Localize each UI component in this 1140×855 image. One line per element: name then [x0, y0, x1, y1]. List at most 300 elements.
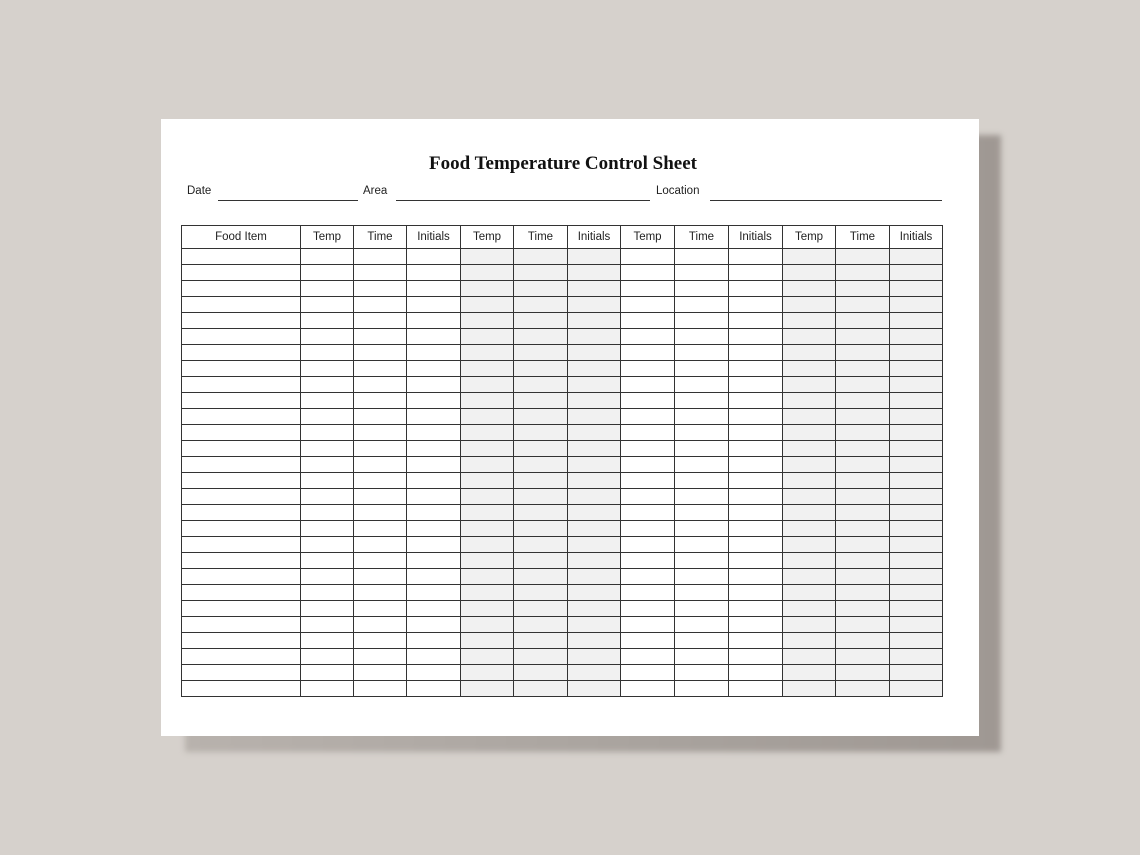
- entry-cell[interactable]: [890, 633, 943, 649]
- entry-cell[interactable]: [675, 569, 729, 585]
- entry-cell[interactable]: [461, 585, 514, 601]
- entry-cell[interactable]: [514, 457, 568, 473]
- entry-cell[interactable]: [675, 313, 729, 329]
- entry-cell[interactable]: [836, 297, 890, 313]
- entry-cell[interactable]: [301, 441, 354, 457]
- entry-cell[interactable]: [621, 537, 675, 553]
- entry-cell[interactable]: [621, 249, 675, 265]
- food-item-cell[interactable]: [182, 265, 301, 281]
- entry-cell[interactable]: [675, 665, 729, 681]
- entry-cell[interactable]: [890, 329, 943, 345]
- entry-cell[interactable]: [354, 489, 407, 505]
- entry-cell[interactable]: [568, 249, 621, 265]
- food-item-cell[interactable]: [182, 681, 301, 697]
- food-item-cell[interactable]: [182, 329, 301, 345]
- entry-cell[interactable]: [568, 265, 621, 281]
- entry-cell[interactable]: [783, 633, 836, 649]
- entry-cell[interactable]: [675, 441, 729, 457]
- entry-cell[interactable]: [461, 313, 514, 329]
- entry-cell[interactable]: [890, 681, 943, 697]
- entry-cell[interactable]: [407, 585, 461, 601]
- entry-cell[interactable]: [783, 473, 836, 489]
- food-item-cell[interactable]: [182, 665, 301, 681]
- entry-cell[interactable]: [890, 569, 943, 585]
- entry-cell[interactable]: [568, 537, 621, 553]
- entry-cell[interactable]: [675, 633, 729, 649]
- entry-cell[interactable]: [621, 265, 675, 281]
- entry-cell[interactable]: [461, 521, 514, 537]
- entry-cell[interactable]: [836, 313, 890, 329]
- entry-cell[interactable]: [514, 601, 568, 617]
- entry-cell[interactable]: [783, 505, 836, 521]
- entry-cell[interactable]: [621, 585, 675, 601]
- entry-cell[interactable]: [729, 601, 783, 617]
- entry-cell[interactable]: [621, 553, 675, 569]
- food-item-cell[interactable]: [182, 521, 301, 537]
- entry-cell[interactable]: [568, 521, 621, 537]
- entry-cell[interactable]: [354, 537, 407, 553]
- entry-cell[interactable]: [568, 553, 621, 569]
- entry-cell[interactable]: [461, 457, 514, 473]
- entry-cell[interactable]: [407, 489, 461, 505]
- entry-cell[interactable]: [461, 297, 514, 313]
- entry-cell[interactable]: [836, 457, 890, 473]
- food-item-cell[interactable]: [182, 553, 301, 569]
- entry-cell[interactable]: [890, 505, 943, 521]
- entry-cell[interactable]: [729, 633, 783, 649]
- entry-cell[interactable]: [621, 649, 675, 665]
- entry-cell[interactable]: [354, 393, 407, 409]
- entry-cell[interactable]: [514, 489, 568, 505]
- entry-cell[interactable]: [461, 441, 514, 457]
- food-item-cell[interactable]: [182, 441, 301, 457]
- entry-cell[interactable]: [621, 281, 675, 297]
- entry-cell[interactable]: [836, 393, 890, 409]
- entry-cell[interactable]: [407, 553, 461, 569]
- entry-cell[interactable]: [836, 409, 890, 425]
- entry-cell[interactable]: [514, 425, 568, 441]
- entry-cell[interactable]: [836, 249, 890, 265]
- entry-cell[interactable]: [354, 329, 407, 345]
- entry-cell[interactable]: [890, 617, 943, 633]
- entry-cell[interactable]: [783, 409, 836, 425]
- entry-cell[interactable]: [407, 313, 461, 329]
- entry-cell[interactable]: [675, 249, 729, 265]
- entry-cell[interactable]: [354, 377, 407, 393]
- entry-cell[interactable]: [783, 617, 836, 633]
- entry-cell[interactable]: [729, 409, 783, 425]
- area-line[interactable]: [396, 200, 650, 201]
- entry-cell[interactable]: [514, 361, 568, 377]
- entry-cell[interactable]: [301, 505, 354, 521]
- entry-cell[interactable]: [836, 345, 890, 361]
- entry-cell[interactable]: [407, 249, 461, 265]
- entry-cell[interactable]: [621, 297, 675, 313]
- entry-cell[interactable]: [568, 441, 621, 457]
- entry-cell[interactable]: [783, 569, 836, 585]
- entry-cell[interactable]: [783, 249, 836, 265]
- entry-cell[interactable]: [301, 297, 354, 313]
- entry-cell[interactable]: [514, 585, 568, 601]
- entry-cell[interactable]: [301, 249, 354, 265]
- entry-cell[interactable]: [675, 473, 729, 489]
- entry-cell[interactable]: [836, 441, 890, 457]
- entry-cell[interactable]: [301, 281, 354, 297]
- entry-cell[interactable]: [783, 681, 836, 697]
- food-item-cell[interactable]: [182, 297, 301, 313]
- entry-cell[interactable]: [461, 601, 514, 617]
- entry-cell[interactable]: [568, 601, 621, 617]
- entry-cell[interactable]: [461, 473, 514, 489]
- entry-cell[interactable]: [783, 489, 836, 505]
- entry-cell[interactable]: [354, 665, 407, 681]
- entry-cell[interactable]: [301, 345, 354, 361]
- entry-cell[interactable]: [461, 265, 514, 281]
- entry-cell[interactable]: [354, 505, 407, 521]
- entry-cell[interactable]: [836, 281, 890, 297]
- entry-cell[interactable]: [354, 249, 407, 265]
- entry-cell[interactable]: [675, 281, 729, 297]
- entry-cell[interactable]: [675, 681, 729, 697]
- entry-cell[interactable]: [568, 569, 621, 585]
- entry-cell[interactable]: [514, 505, 568, 521]
- entry-cell[interactable]: [729, 681, 783, 697]
- entry-cell[interactable]: [783, 281, 836, 297]
- entry-cell[interactable]: [783, 665, 836, 681]
- entry-cell[interactable]: [514, 681, 568, 697]
- entry-cell[interactable]: [836, 505, 890, 521]
- entry-cell[interactable]: [301, 425, 354, 441]
- entry-cell[interactable]: [675, 361, 729, 377]
- entry-cell[interactable]: [514, 537, 568, 553]
- entry-cell[interactable]: [783, 425, 836, 441]
- entry-cell[interactable]: [301, 521, 354, 537]
- food-item-cell[interactable]: [182, 617, 301, 633]
- location-line[interactable]: [710, 200, 942, 201]
- food-item-cell[interactable]: [182, 473, 301, 489]
- entry-cell[interactable]: [836, 537, 890, 553]
- entry-cell[interactable]: [783, 649, 836, 665]
- entry-cell[interactable]: [729, 537, 783, 553]
- entry-cell[interactable]: [301, 329, 354, 345]
- entry-cell[interactable]: [783, 377, 836, 393]
- food-item-cell[interactable]: [182, 585, 301, 601]
- entry-cell[interactable]: [675, 537, 729, 553]
- entry-cell[interactable]: [890, 585, 943, 601]
- entry-cell[interactable]: [407, 569, 461, 585]
- entry-cell[interactable]: [354, 313, 407, 329]
- entry-cell[interactable]: [729, 281, 783, 297]
- entry-cell[interactable]: [461, 489, 514, 505]
- entry-cell[interactable]: [514, 521, 568, 537]
- entry-cell[interactable]: [836, 633, 890, 649]
- entry-cell[interactable]: [836, 585, 890, 601]
- entry-cell[interactable]: [301, 649, 354, 665]
- entry-cell[interactable]: [890, 441, 943, 457]
- entry-cell[interactable]: [783, 553, 836, 569]
- entry-cell[interactable]: [783, 361, 836, 377]
- entry-cell[interactable]: [783, 345, 836, 361]
- food-item-cell[interactable]: [182, 569, 301, 585]
- entry-cell[interactable]: [301, 633, 354, 649]
- entry-cell[interactable]: [836, 521, 890, 537]
- entry-cell[interactable]: [407, 505, 461, 521]
- entry-cell[interactable]: [301, 473, 354, 489]
- entry-cell[interactable]: [568, 377, 621, 393]
- entry-cell[interactable]: [621, 409, 675, 425]
- food-item-cell[interactable]: [182, 409, 301, 425]
- entry-cell[interactable]: [621, 473, 675, 489]
- entry-cell[interactable]: [301, 553, 354, 569]
- entry-cell[interactable]: [729, 393, 783, 409]
- entry-cell[interactable]: [729, 377, 783, 393]
- entry-cell[interactable]: [568, 505, 621, 521]
- entry-cell[interactable]: [461, 249, 514, 265]
- entry-cell[interactable]: [836, 601, 890, 617]
- entry-cell[interactable]: [621, 441, 675, 457]
- entry-cell[interactable]: [461, 361, 514, 377]
- entry-cell[interactable]: [514, 329, 568, 345]
- entry-cell[interactable]: [514, 473, 568, 489]
- entry-cell[interactable]: [675, 393, 729, 409]
- food-item-cell[interactable]: [182, 457, 301, 473]
- entry-cell[interactable]: [890, 473, 943, 489]
- food-item-cell[interactable]: [182, 361, 301, 377]
- entry-cell[interactable]: [836, 425, 890, 441]
- entry-cell[interactable]: [729, 457, 783, 473]
- entry-cell[interactable]: [301, 377, 354, 393]
- food-item-cell[interactable]: [182, 377, 301, 393]
- entry-cell[interactable]: [675, 489, 729, 505]
- entry-cell[interactable]: [568, 297, 621, 313]
- entry-cell[interactable]: [675, 297, 729, 313]
- entry-cell[interactable]: [514, 313, 568, 329]
- entry-cell[interactable]: [729, 265, 783, 281]
- entry-cell[interactable]: [890, 377, 943, 393]
- food-item-cell[interactable]: [182, 537, 301, 553]
- entry-cell[interactable]: [354, 601, 407, 617]
- entry-cell[interactable]: [675, 265, 729, 281]
- food-item-cell[interactable]: [182, 425, 301, 441]
- entry-cell[interactable]: [514, 617, 568, 633]
- entry-cell[interactable]: [461, 633, 514, 649]
- entry-cell[interactable]: [354, 569, 407, 585]
- entry-cell[interactable]: [301, 665, 354, 681]
- entry-cell[interactable]: [568, 409, 621, 425]
- entry-cell[interactable]: [621, 393, 675, 409]
- entry-cell[interactable]: [621, 617, 675, 633]
- entry-cell[interactable]: [301, 489, 354, 505]
- entry-cell[interactable]: [354, 633, 407, 649]
- entry-cell[interactable]: [461, 505, 514, 521]
- entry-cell[interactable]: [783, 297, 836, 313]
- entry-cell[interactable]: [354, 297, 407, 313]
- entry-cell[interactable]: [890, 265, 943, 281]
- entry-cell[interactable]: [729, 649, 783, 665]
- entry-cell[interactable]: [568, 617, 621, 633]
- entry-cell[interactable]: [514, 345, 568, 361]
- entry-cell[interactable]: [407, 425, 461, 441]
- entry-cell[interactable]: [568, 585, 621, 601]
- entry-cell[interactable]: [461, 537, 514, 553]
- entry-cell[interactable]: [461, 665, 514, 681]
- entry-cell[interactable]: [568, 329, 621, 345]
- entry-cell[interactable]: [729, 505, 783, 521]
- entry-cell[interactable]: [836, 377, 890, 393]
- entry-cell[interactable]: [890, 249, 943, 265]
- entry-cell[interactable]: [568, 681, 621, 697]
- entry-cell[interactable]: [675, 649, 729, 665]
- entry-cell[interactable]: [568, 665, 621, 681]
- entry-cell[interactable]: [783, 521, 836, 537]
- food-item-cell[interactable]: [182, 505, 301, 521]
- entry-cell[interactable]: [407, 649, 461, 665]
- entry-cell[interactable]: [514, 553, 568, 569]
- entry-cell[interactable]: [621, 569, 675, 585]
- entry-cell[interactable]: [729, 329, 783, 345]
- food-item-cell[interactable]: [182, 633, 301, 649]
- entry-cell[interactable]: [407, 441, 461, 457]
- food-item-cell[interactable]: [182, 345, 301, 361]
- entry-cell[interactable]: [890, 409, 943, 425]
- entry-cell[interactable]: [836, 329, 890, 345]
- entry-cell[interactable]: [783, 441, 836, 457]
- entry-cell[interactable]: [890, 297, 943, 313]
- entry-cell[interactable]: [301, 265, 354, 281]
- entry-cell[interactable]: [568, 473, 621, 489]
- entry-cell[interactable]: [354, 457, 407, 473]
- entry-cell[interactable]: [301, 569, 354, 585]
- food-item-cell[interactable]: [182, 601, 301, 617]
- entry-cell[interactable]: [621, 601, 675, 617]
- entry-cell[interactable]: [675, 553, 729, 569]
- entry-cell[interactable]: [301, 681, 354, 697]
- entry-cell[interactable]: [354, 281, 407, 297]
- entry-cell[interactable]: [568, 281, 621, 297]
- entry-cell[interactable]: [675, 521, 729, 537]
- entry-cell[interactable]: [783, 585, 836, 601]
- entry-cell[interactable]: [407, 537, 461, 553]
- entry-cell[interactable]: [461, 681, 514, 697]
- entry-cell[interactable]: [354, 425, 407, 441]
- entry-cell[interactable]: [301, 457, 354, 473]
- entry-cell[interactable]: [354, 553, 407, 569]
- entry-cell[interactable]: [514, 377, 568, 393]
- entry-cell[interactable]: [621, 633, 675, 649]
- entry-cell[interactable]: [568, 457, 621, 473]
- entry-cell[interactable]: [675, 457, 729, 473]
- entry-cell[interactable]: [729, 345, 783, 361]
- entry-cell[interactable]: [836, 569, 890, 585]
- entry-cell[interactable]: [407, 281, 461, 297]
- entry-cell[interactable]: [890, 601, 943, 617]
- entry-cell[interactable]: [890, 457, 943, 473]
- entry-cell[interactable]: [729, 425, 783, 441]
- entry-cell[interactable]: [675, 601, 729, 617]
- entry-cell[interactable]: [301, 361, 354, 377]
- entry-cell[interactable]: [407, 633, 461, 649]
- entry-cell[interactable]: [407, 377, 461, 393]
- entry-cell[interactable]: [890, 489, 943, 505]
- entry-cell[interactable]: [301, 585, 354, 601]
- entry-cell[interactable]: [890, 345, 943, 361]
- entry-cell[interactable]: [514, 649, 568, 665]
- entry-cell[interactable]: [729, 617, 783, 633]
- entry-cell[interactable]: [407, 601, 461, 617]
- entry-cell[interactable]: [407, 329, 461, 345]
- entry-cell[interactable]: [621, 329, 675, 345]
- entry-cell[interactable]: [729, 313, 783, 329]
- entry-cell[interactable]: [407, 521, 461, 537]
- entry-cell[interactable]: [407, 361, 461, 377]
- food-item-cell[interactable]: [182, 393, 301, 409]
- entry-cell[interactable]: [783, 601, 836, 617]
- entry-cell[interactable]: [890, 665, 943, 681]
- food-item-cell[interactable]: [182, 649, 301, 665]
- entry-cell[interactable]: [461, 393, 514, 409]
- entry-cell[interactable]: [514, 569, 568, 585]
- entry-cell[interactable]: [890, 537, 943, 553]
- entry-cell[interactable]: [514, 665, 568, 681]
- entry-cell[interactable]: [461, 553, 514, 569]
- entry-cell[interactable]: [890, 313, 943, 329]
- entry-cell[interactable]: [890, 393, 943, 409]
- entry-cell[interactable]: [836, 265, 890, 281]
- entry-cell[interactable]: [675, 425, 729, 441]
- entry-cell[interactable]: [675, 617, 729, 633]
- entry-cell[interactable]: [836, 681, 890, 697]
- entry-cell[interactable]: [514, 633, 568, 649]
- entry-cell[interactable]: [568, 425, 621, 441]
- entry-cell[interactable]: [568, 649, 621, 665]
- entry-cell[interactable]: [836, 665, 890, 681]
- entry-cell[interactable]: [514, 249, 568, 265]
- entry-cell[interactable]: [621, 489, 675, 505]
- entry-cell[interactable]: [301, 313, 354, 329]
- entry-cell[interactable]: [301, 617, 354, 633]
- entry-cell[interactable]: [354, 585, 407, 601]
- entry-cell[interactable]: [890, 521, 943, 537]
- entry-cell[interactable]: [407, 265, 461, 281]
- entry-cell[interactable]: [890, 281, 943, 297]
- entry-cell[interactable]: [568, 361, 621, 377]
- entry-cell[interactable]: [568, 393, 621, 409]
- entry-cell[interactable]: [729, 521, 783, 537]
- entry-cell[interactable]: [621, 521, 675, 537]
- entry-cell[interactable]: [407, 473, 461, 489]
- entry-cell[interactable]: [836, 361, 890, 377]
- entry-cell[interactable]: [514, 281, 568, 297]
- entry-cell[interactable]: [621, 425, 675, 441]
- entry-cell[interactable]: [461, 409, 514, 425]
- entry-cell[interactable]: [783, 457, 836, 473]
- entry-cell[interactable]: [354, 265, 407, 281]
- entry-cell[interactable]: [675, 345, 729, 361]
- entry-cell[interactable]: [729, 553, 783, 569]
- entry-cell[interactable]: [729, 489, 783, 505]
- entry-cell[interactable]: [461, 649, 514, 665]
- entry-cell[interactable]: [783, 265, 836, 281]
- entry-cell[interactable]: [621, 345, 675, 361]
- entry-cell[interactable]: [675, 377, 729, 393]
- entry-cell[interactable]: [407, 681, 461, 697]
- entry-cell[interactable]: [301, 393, 354, 409]
- entry-cell[interactable]: [675, 585, 729, 601]
- entry-cell[interactable]: [407, 345, 461, 361]
- entry-cell[interactable]: [836, 489, 890, 505]
- entry-cell[interactable]: [675, 505, 729, 521]
- entry-cell[interactable]: [407, 617, 461, 633]
